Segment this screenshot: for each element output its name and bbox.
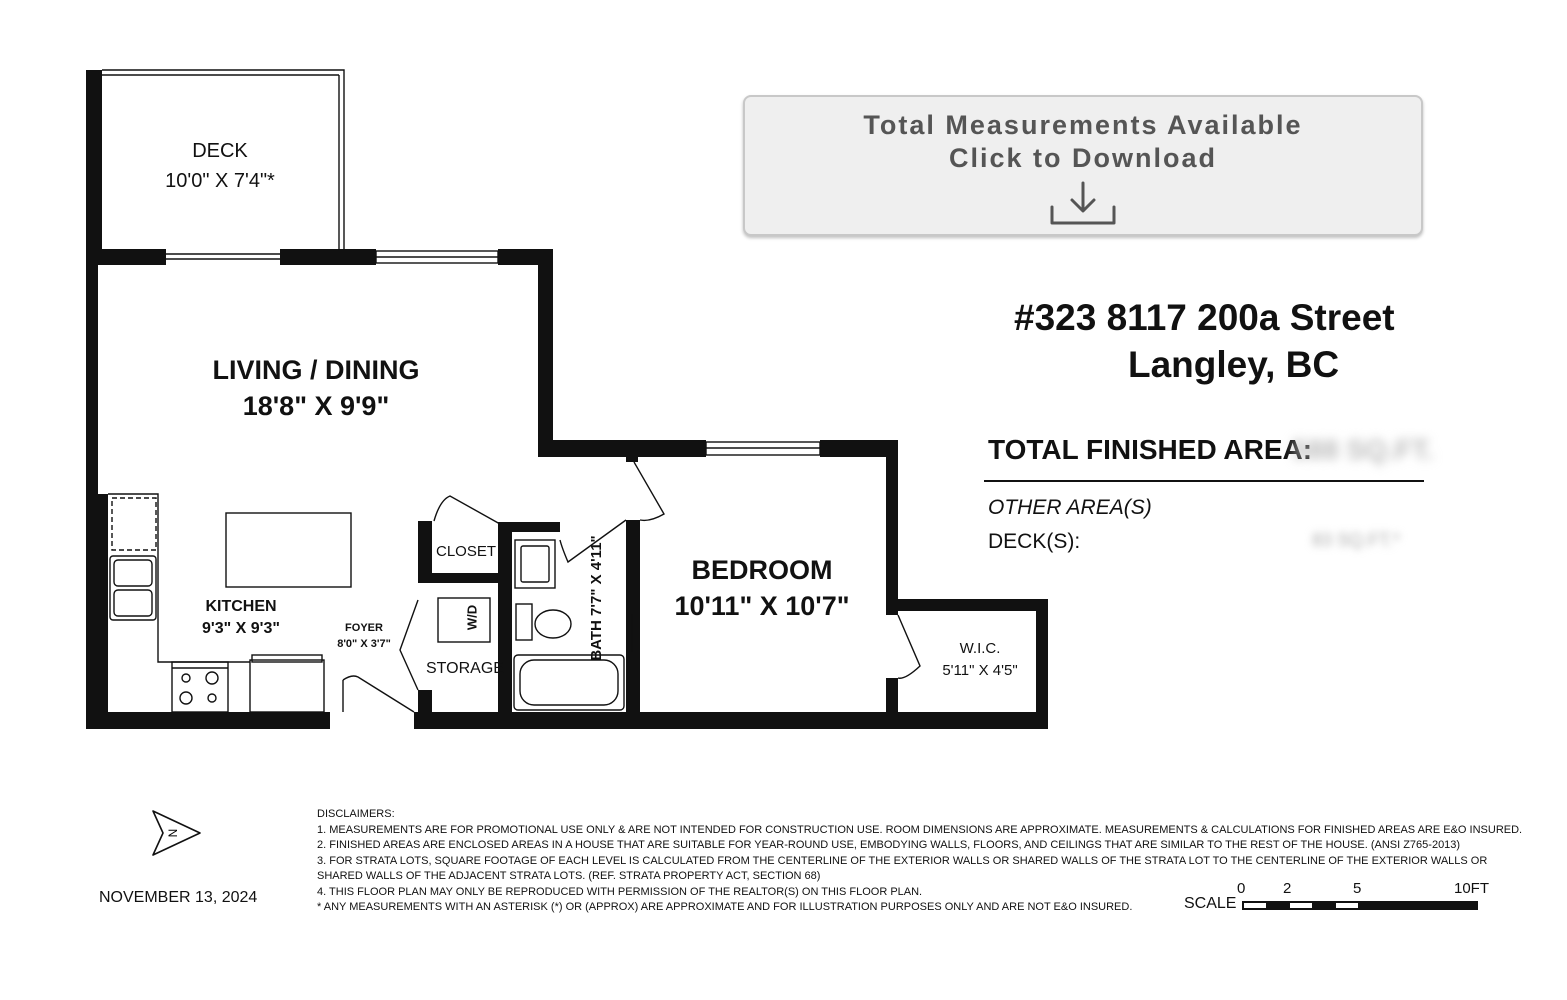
- download-icon: [1048, 179, 1118, 229]
- room-size: 10'11" X 10'7": [674, 591, 850, 621]
- room-name: BATH: [588, 620, 605, 661]
- room-name: W.I.C.: [959, 640, 1001, 657]
- room-label-wic: [920, 638, 1040, 682]
- banner-line-2: Click to Download: [948, 143, 1217, 173]
- wall: [886, 440, 898, 615]
- room-size: 10'0" X 7'4"*: [165, 170, 275, 192]
- room-size: 7'7" X 4'11": [588, 535, 605, 616]
- total-area-label: TOTAL FINISHED AREA:: [988, 434, 1313, 465]
- deck-area-label: DECK(S):: [988, 530, 1081, 553]
- room-name: FOYER: [345, 622, 383, 634]
- disclaimer-line: SHARED WALLS OF THE ADJACENT STRATA LOTS. (REF. STRATA PROPERTY ACT, SECTION 68): [317, 870, 821, 882]
- room-label-storage: STORAGE: [426, 660, 504, 677]
- wall: [418, 573, 500, 583]
- scale-label: SCALE: [1184, 895, 1237, 912]
- wall: [86, 712, 330, 729]
- north-arrow-letter: N: [166, 828, 180, 838]
- wall: [86, 249, 98, 494]
- download-measurements-button[interactable]: [743, 95, 1423, 236]
- room-name: BEDROOM: [691, 555, 833, 585]
- room-size: 9'3" X 9'3": [202, 620, 280, 637]
- banner-line-1: Total Measurements Available: [863, 110, 1303, 140]
- wall: [498, 522, 560, 532]
- wall: [626, 520, 640, 720]
- total-area-value: 588 SQ.FT.: [1292, 434, 1434, 465]
- disclaimer-line: 3. FOR STRATA LOTS, SQUARE FOOTAGE OF EACH LEVEL IS CALCULATED FROM THE CENTERLINE OF THE EXTERIOR WALLS OR SHARED WALLS OF THE STRATA LOT TO THE CENTERLINE OF THE EXTERIOR WALLS OR: [317, 854, 1488, 867]
- wall: [886, 599, 1048, 611]
- deck-left-wall: [86, 70, 102, 265]
- room-size: 8'0" X 3'7": [337, 638, 391, 650]
- scale-tick-10: 10FT: [1454, 880, 1490, 897]
- wall: [626, 440, 638, 462]
- north-arrow-icon: [150, 808, 204, 858]
- scale-bar: [1242, 901, 1478, 910]
- room-name: LIVING / DINING: [212, 355, 420, 385]
- disclaimer-line: 1. MEASUREMENTS ARE FOR PROMOTIONAL USE ONLY & ARE NOT INTENDED FOR CONSTRUCTION USE. ROOM DIMENSIONS ARE APPROXIMATE. MEASUREMENTS & CALCULATIONS FOR FINISHED AREAS ARE E&O INSURED.: [317, 823, 1523, 836]
- wall: [418, 521, 432, 581]
- room-label-bath: [587, 533, 607, 663]
- room-size: 5'11" X 4'5": [942, 662, 1018, 679]
- other-areas-label: OTHER AREA(S): [988, 496, 1152, 519]
- disclaimer-line: 4. THIS FLOOR PLAN MAY ONLY BE REPRODUCED WITH PERMISSION OF THE REALTOR(S) ON THIS FLOOR PLAN.: [317, 885, 923, 898]
- address-line-2: Langley, BC: [1128, 344, 1340, 385]
- wall: [86, 494, 108, 729]
- room-label-bedroom: [642, 552, 882, 624]
- address-line-1: #323 8117 200a Street: [1014, 297, 1395, 338]
- room-label-deck: [120, 136, 320, 196]
- wall: [280, 249, 376, 265]
- wall: [498, 522, 512, 720]
- room-size: 18'8" X 9'9": [242, 391, 390, 421]
- room-label-kitchen: [176, 596, 306, 640]
- scale-tick-2: 2: [1283, 880, 1292, 897]
- wall: [418, 690, 432, 720]
- disclaimer-line: * ANY MEASUREMENTS WITH AN ASTERISK (*) OR (APPROX) ARE APPROXIMATE AND FOR ILLUSTRATION PURPOSES ONLY AND ARE NOT E&O INSURED.: [317, 901, 1133, 913]
- room-label-closet: CLOSET: [435, 543, 496, 560]
- scale-tick-5: 5: [1353, 880, 1362, 897]
- room-label-living-dining: [166, 352, 466, 424]
- plan-date: NOVEMBER 13, 2024: [99, 889, 258, 906]
- wall: [538, 249, 553, 457]
- scale-tick-0: 0: [1237, 880, 1246, 897]
- room-label-foyer: [324, 620, 404, 652]
- deck-area-value: 83 SQ.FT.*: [1312, 530, 1401, 550]
- disclaimers-title: DISCLAIMERS:: [317, 808, 395, 820]
- wall: [538, 440, 706, 457]
- divider: [984, 480, 1424, 482]
- disclaimer-line: 2. FINISHED AREAS ARE ENCLOSED AREAS IN A HOUSE THAT ARE SUITABLE FOR YEAR-ROUND USE, EMBODYING WALLS, FLOORS, AND CEILINGS THAT ARE SIMILAR TO THE REST OF THE HOUSE. (ANSI Z765-2013): [317, 839, 1461, 851]
- room-label-washer-dryer: W/D: [464, 604, 480, 631]
- disclaimers: [317, 807, 1522, 916]
- room-name: DECK: [192, 140, 248, 162]
- room-name: KITCHEN: [205, 598, 277, 615]
